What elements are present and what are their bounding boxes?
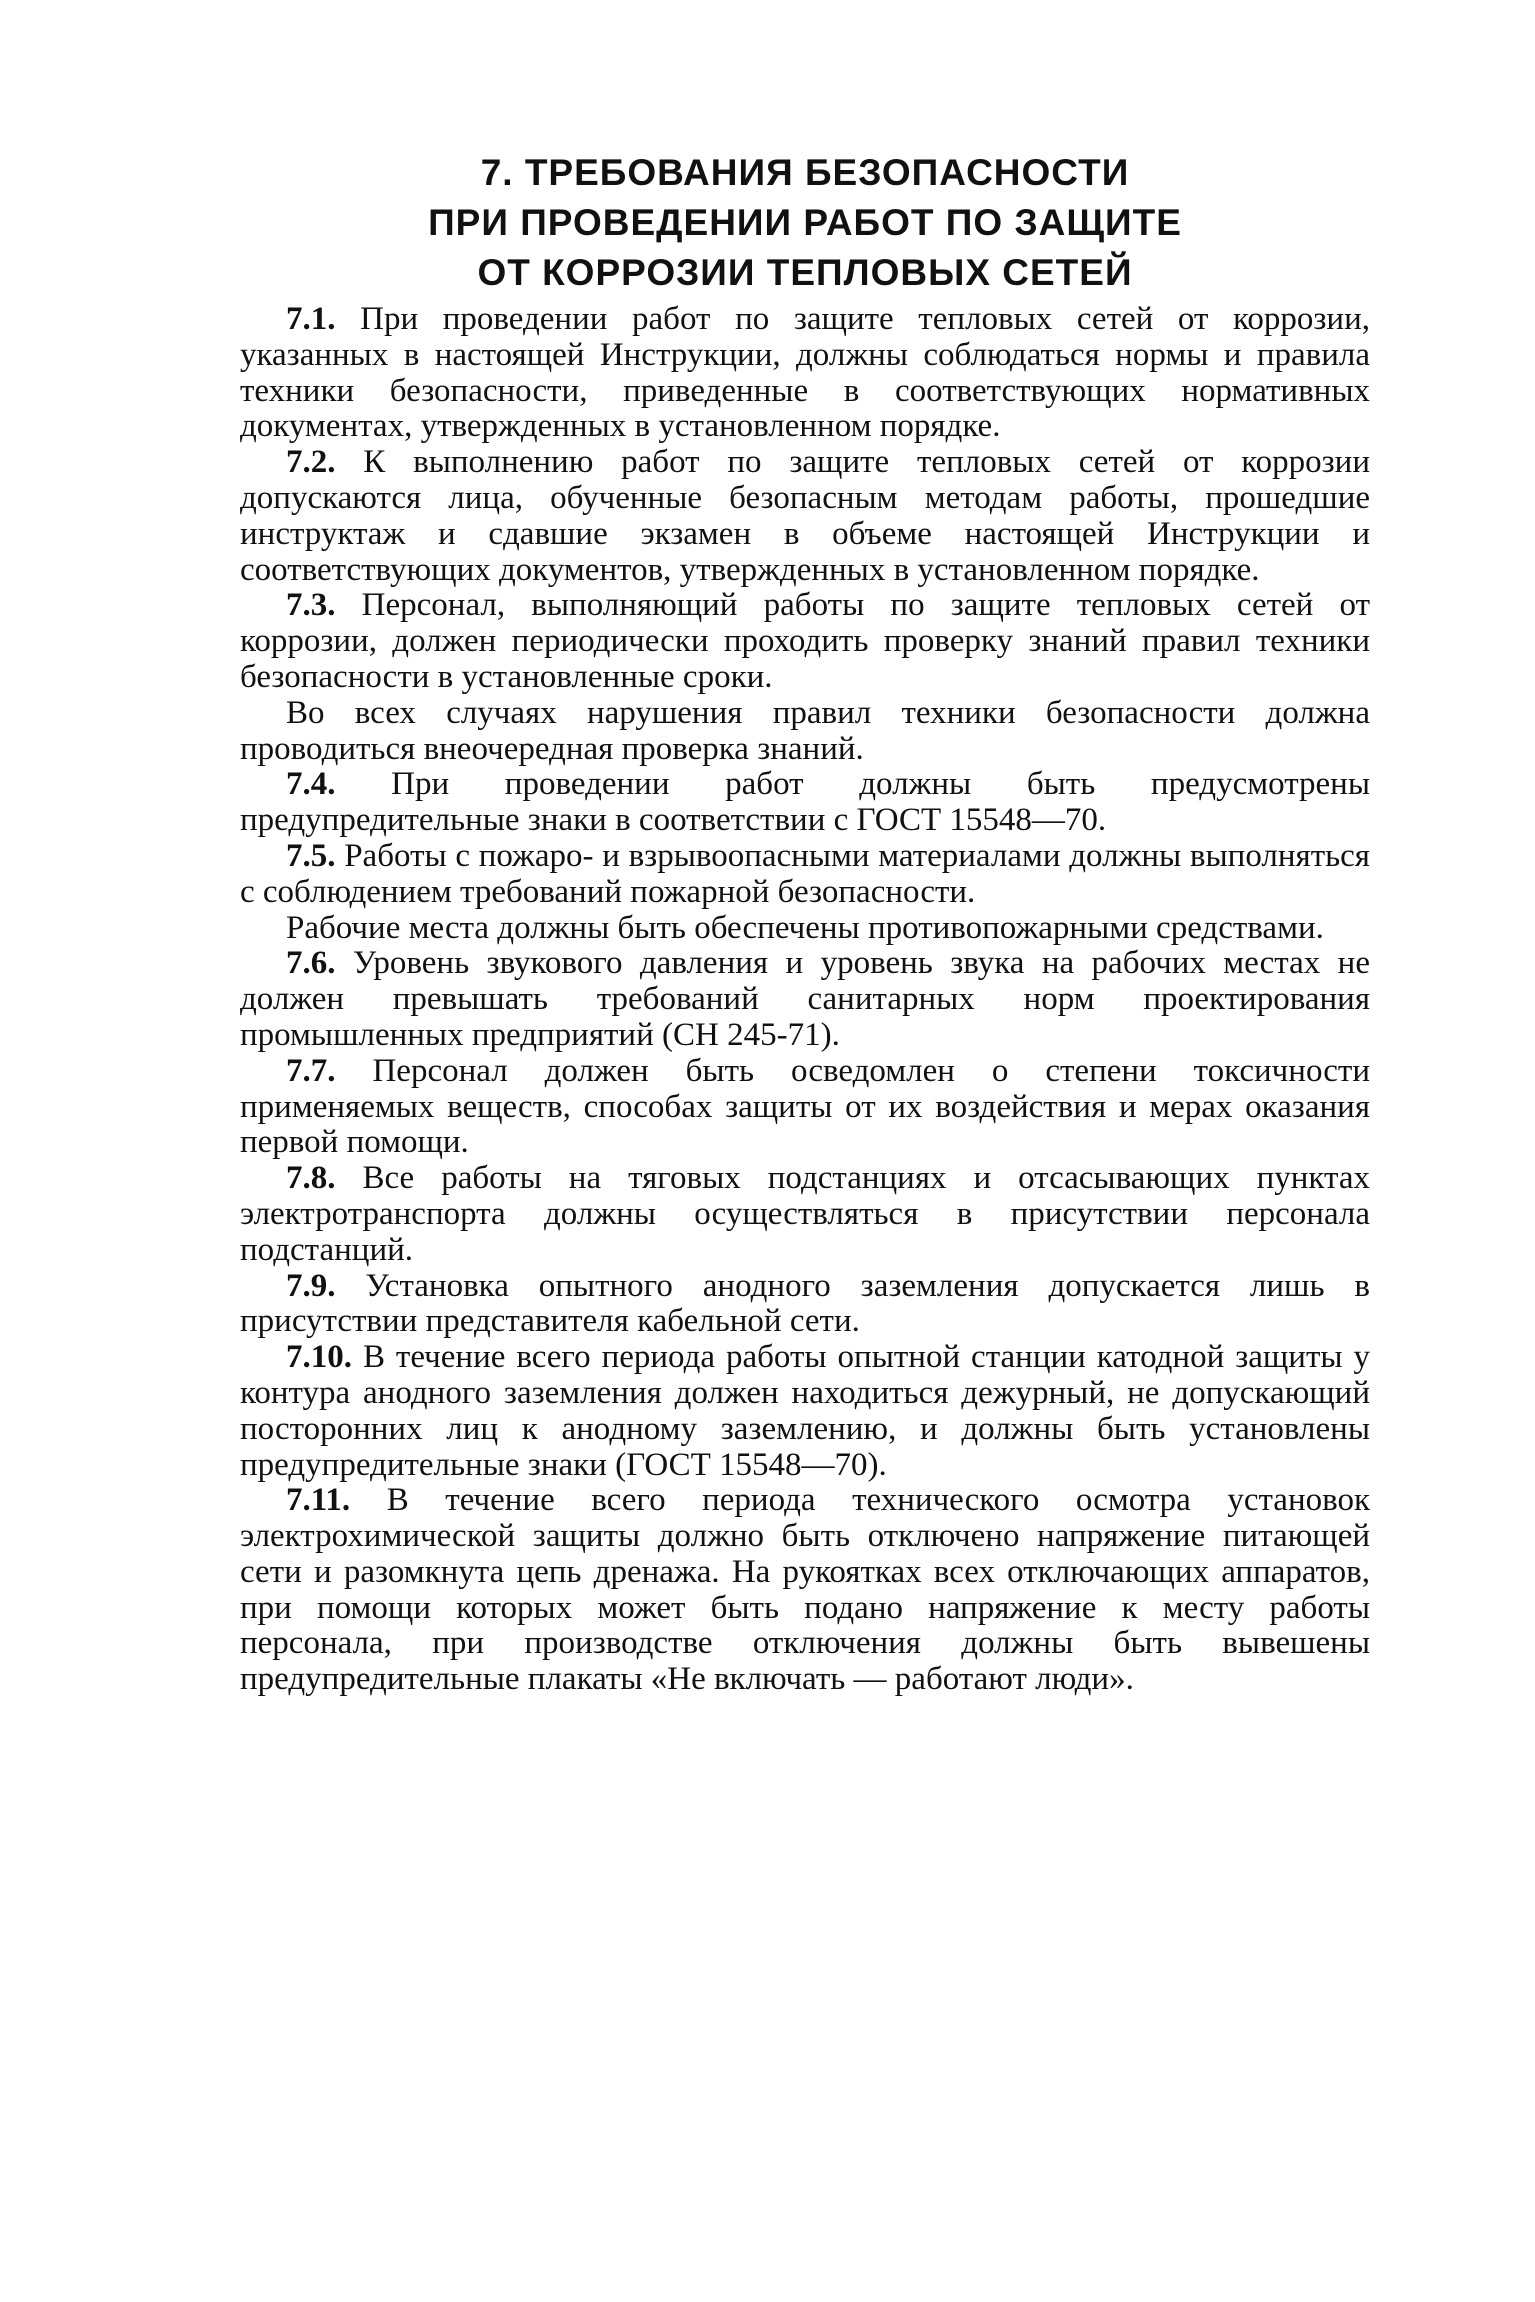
paragraph-7-6 xyxy=(240,946,1370,1053)
heading-line-2: ПРИ ПРОВЕДЕНИИ РАБОТ ПО ЗАЩИТЕ xyxy=(428,202,1182,243)
paragraph-7-10 xyxy=(240,1340,1370,1483)
paragraph-number: 7.4. xyxy=(286,766,336,803)
paragraph-text: При проведении работ по защите тепловых сетей от коррозии, указанных в настоящей Инструкции, должны соблюдаться нормы и правила техники безопасности, приведенные в соответствующих нормативных документах, утвержденных в установленном порядке. xyxy=(240,301,1370,445)
paragraph-text: Все работы на тяговых подстанциях и отсасывающих пунктах электротранспорта должны осуществляться в присутствии персонала подстанций. xyxy=(240,1160,1370,1268)
paragraph-text: В течение всего периода работы опытной станции катодной защиты у контура анодного заземления должен находиться дежурный, не допускающий посторонних лиц к анодному заземлению, и должны быть установлены предупредительные знаки (ГОСТ 15548—70). xyxy=(240,1339,1370,1483)
paragraph-number: 7.8. xyxy=(286,1160,336,1197)
paragraph-7-5 xyxy=(240,839,1370,911)
paragraph-number: 7.5. xyxy=(286,837,336,874)
paragraph-7-11 xyxy=(240,1483,1370,1698)
paragraph-text: Уровень звукового давления и уровень звука на рабочих местах не должен превышать требований санитарных норм проектирования промышленных предприятий (СН 245-71). xyxy=(240,945,1370,1053)
paragraph-number: 7.1. xyxy=(286,301,336,337)
paragraph-number: 7.3. xyxy=(286,587,336,624)
paragraph-text: Установка опытного анодного заземления допускается лишь в присутствии представителя кабельной сети. xyxy=(240,1267,1370,1340)
paragraph-7-2 xyxy=(240,445,1370,588)
paragraph-number: 7.7. xyxy=(286,1052,336,1089)
paragraph-text: Персонал должен быть осведомлен о степени токсичности применяемых веществ, способах защиты от их воздействия и мерах оказания первой помощи. xyxy=(240,1052,1370,1161)
paragraph-text: Персонал, выполняющий работы по защите тепловых сетей от коррозии, должен периодически проходить проверку знаний правил техники безопасности в установленные сроки. xyxy=(240,587,1370,695)
paragraph-text: В течение всего периода технического осмотра установок электрохимической защиты должно быть отключено напряжение питающей сети и разомкнута цепь дренажа. На рукоятках всех отключающих аппаратов, при помощи которых может быть подано напряжение к месту работы персонала, при производстве отключения должны быть вывешены предупредительные плакаты «Не включать — работают люди». xyxy=(240,1482,1370,1698)
paragraph-text: К выполнению работ по защите тепловых сетей от коррозии допускаются лица, обученные безопасным методам работы, прошедшие инструктаж и сдавшие экзамен в объеме настоящей Инструкции и соответствующих документов, утвержденных в установленном порядке. xyxy=(240,444,1370,588)
paragraph-text: Во всех случаях нарушения правил техники безопасности должна проводиться внеочередная проверка знаний. xyxy=(240,694,1370,767)
paragraph-text: Работы с пожаро- и взрывоопасными материалами должны выполняться с соблюдением требований пожарной безопасности. xyxy=(240,837,1370,910)
paragraph-text: При проведении работ должны быть предусмотрены предупредительные знаки в соответствии с ГОСТ 15548—70. xyxy=(240,766,1370,839)
paragraph-number: 7.6. xyxy=(286,945,336,982)
section-body xyxy=(240,302,1370,1698)
paragraph-number: 7.2. xyxy=(286,444,336,481)
paragraph-7-9 xyxy=(240,1269,1370,1341)
paragraph-text: Рабочие места должны быть обеспечены противопожарными средствами. xyxy=(286,909,1324,946)
paragraph-7-7 xyxy=(240,1054,1370,1161)
heading-line-1: 7. ТРЕБОВАНИЯ БЕЗОПАСНОСТИ xyxy=(480,152,1130,193)
paragraph-7-1 xyxy=(240,302,1370,445)
paragraph-number: 7.10. xyxy=(286,1339,352,1376)
paragraph-7-5-continued xyxy=(240,911,1370,947)
paragraph-7-3 xyxy=(240,588,1370,695)
paragraph-7-3-continued xyxy=(240,696,1370,768)
paragraph-7-4 xyxy=(240,767,1370,839)
paragraph-number: 7.9. xyxy=(286,1267,336,1304)
paragraph-number: 7.11. xyxy=(286,1482,351,1519)
paragraph-7-8 xyxy=(240,1161,1370,1268)
heading-line-3: ОТ КОРРОЗИИ ТЕПЛОВЫХ СЕТЕЙ xyxy=(477,252,1133,293)
section-heading xyxy=(240,148,1370,298)
